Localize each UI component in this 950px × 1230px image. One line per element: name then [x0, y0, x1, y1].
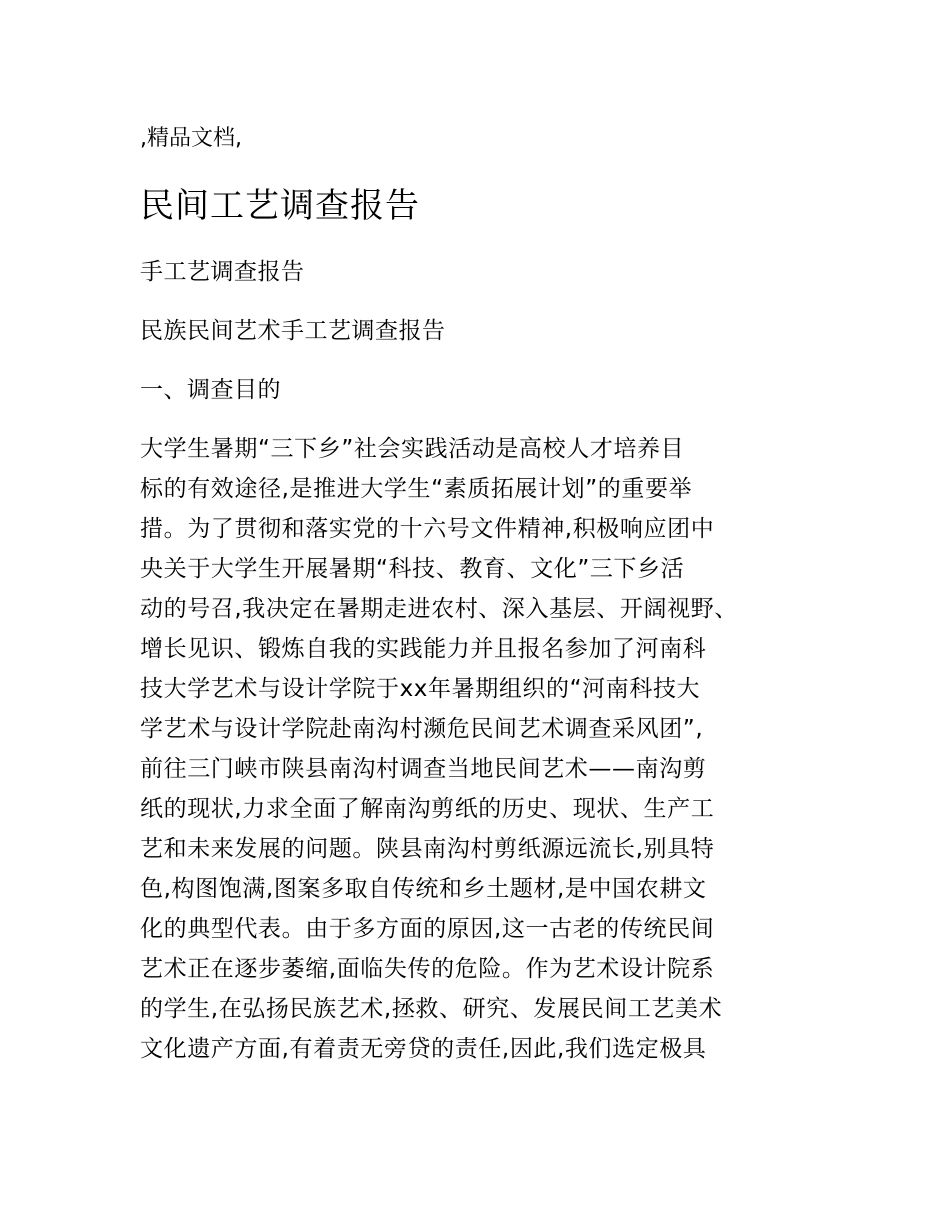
body-line: 措。为了贯彻和落实党的十六号文件精神,积极响应团中 [140, 516, 715, 542]
body-line: 增长见识、锻炼自我的实践能力并且报名参加了河南科 [140, 636, 707, 662]
body-line: 学艺术与设计学院赴南沟村濒危民间艺术调查采风团”, [140, 716, 704, 742]
subtitle: 民族民间艺术手工艺调查报告 [140, 318, 446, 344]
subtitle: 手工艺调查报告 [140, 259, 305, 285]
document-title: 民间工艺调查报告 [140, 186, 420, 226]
body-line: 文化遗产方面,有着责无旁贷的责任,因此,我们选定极具 [140, 1036, 707, 1062]
body-line: 的学生,在弘扬民族艺术,拯救、研究、发展民间工艺美术 [140, 996, 723, 1022]
body-line: 艺和未来发展的问题。陕县南沟村剪纸源远流长,别具特 [140, 836, 715, 862]
body-line: 化的典型代表。由于多方面的原因,这一古老的传统民间 [140, 916, 715, 942]
header-note: ,精品文档, [140, 126, 242, 151]
body-line: 纸的现状,力求全面了解南沟剪纸的历史、现状、生产工 [140, 796, 715, 822]
body-line: 央关于大学生开展暑期“科技、教育、文化”三下乡活 [140, 556, 685, 582]
body-line: 艺术正在逐步萎缩,面临失传的危险。作为艺术设计院系 [140, 956, 715, 982]
body-line: 大学生暑期“三下乡”社会实践活动是高校人才培养目 [140, 436, 685, 462]
body-line: 标的有效途径,是推进大学生“素质拓展计划”的重要举 [140, 476, 693, 502]
body-line: 色,构图饱满,图案多取自传统和乡土题材,是中国农耕文 [140, 876, 707, 902]
body-line: 技大学艺术与设计学院于xx年暑期组织的“河南科技大 [140, 676, 701, 702]
body-line: 动的号召,我决定在暑期走进农村、深入基层、开阔视野、 [140, 596, 738, 622]
body-line: 前往三门峡市陕县南沟村调查当地民间艺术——南沟剪 [140, 756, 707, 782]
section-heading: 一、调查目的 [140, 377, 281, 403]
